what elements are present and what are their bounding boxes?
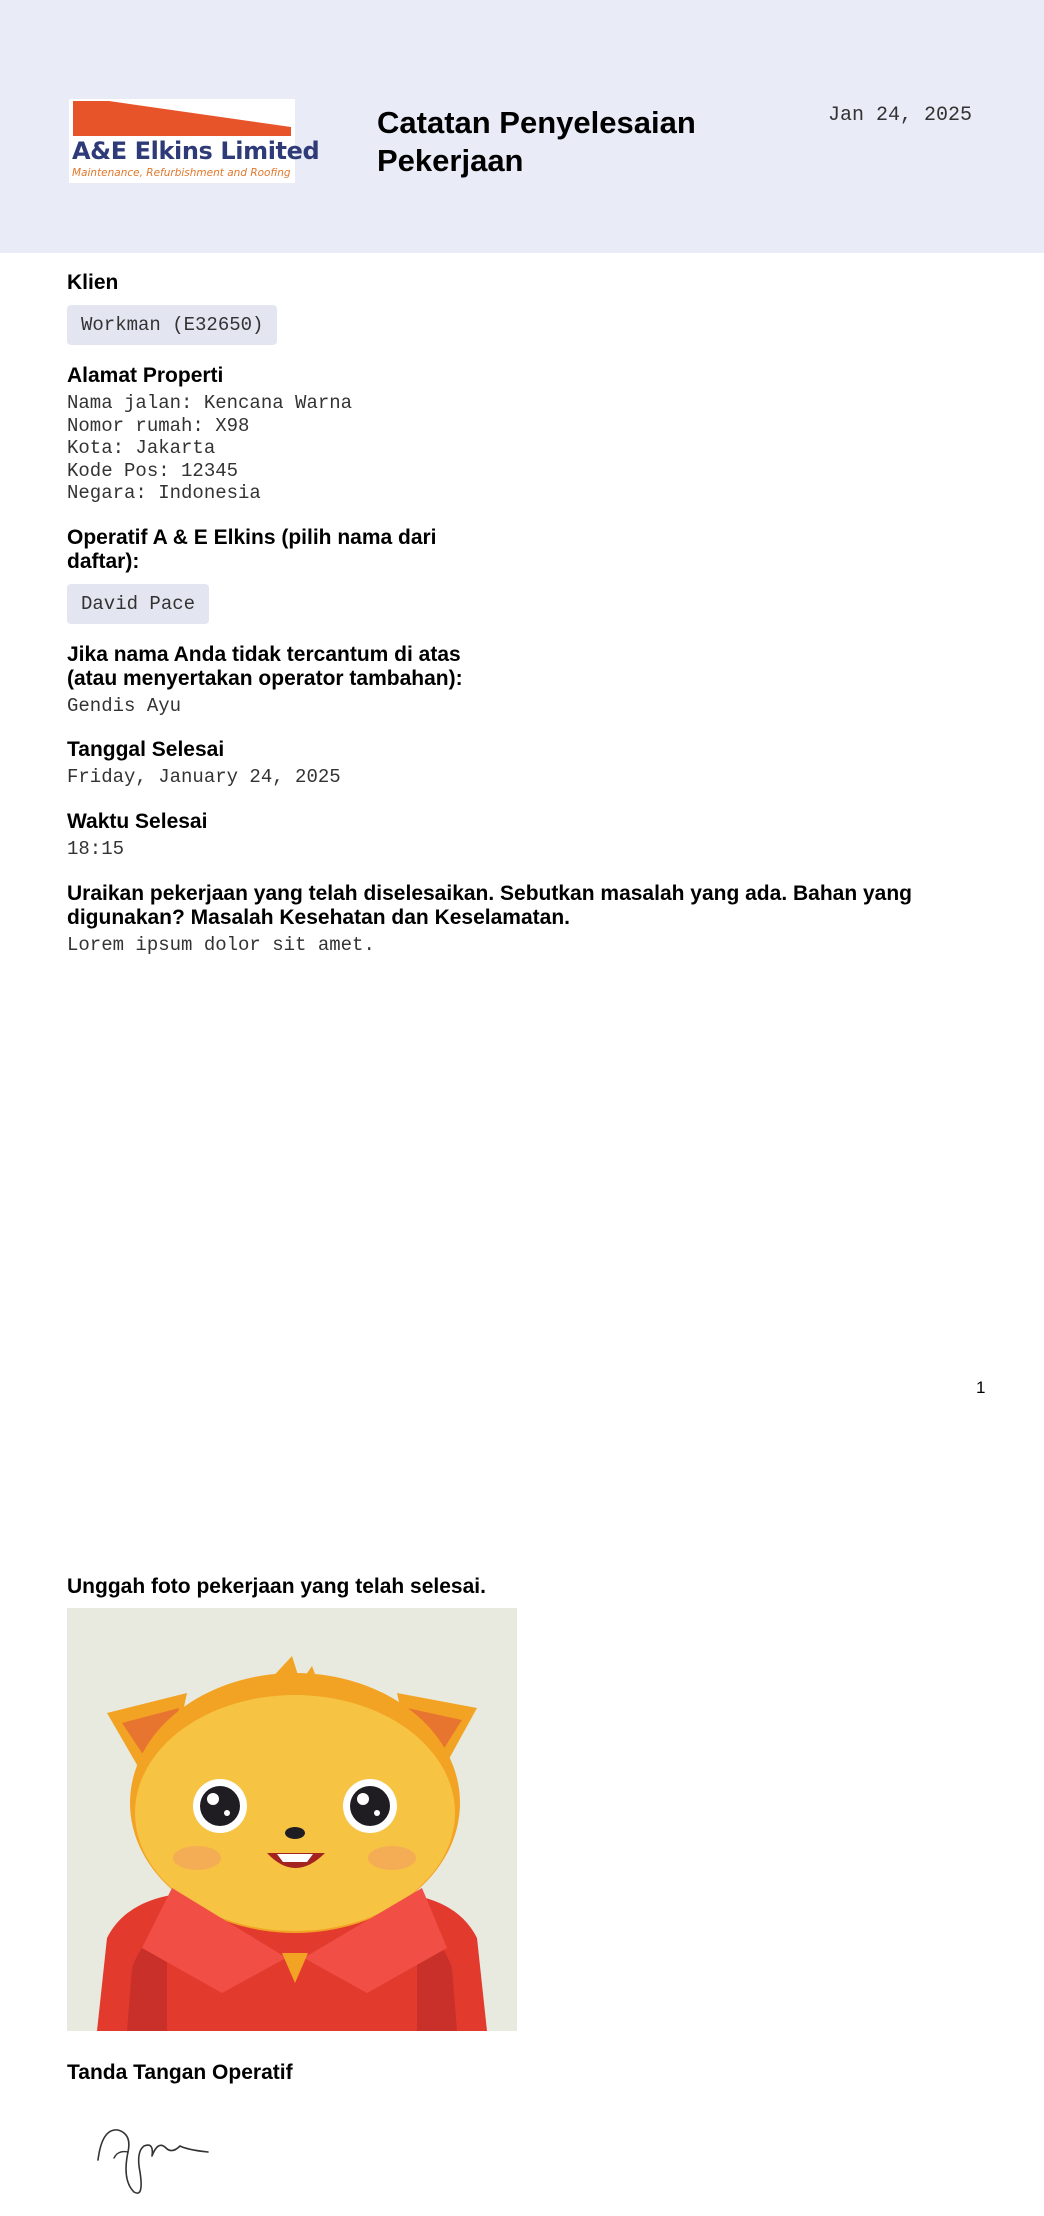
- description-label: Uraikan pekerjaan yang telah diselesaikan. Sebutkan masalah yang ada. Bahan yang digunakan? Masalah Kesehatan dan Keselamatan.: [67, 882, 913, 929]
- client-label: Klien: [67, 271, 119, 294]
- finish-time-section: [67, 810, 207, 861]
- page-title: Catatan Penyelesaian Pekerjaan: [377, 105, 696, 178]
- document-date: Jan 24, 2025: [828, 104, 973, 127]
- photo-label: Unggah foto pekerjaan yang telah selesai.: [67, 1575, 486, 1598]
- address-section: [67, 364, 352, 505]
- logo-company-name: A&E Elkins Limited: [72, 137, 320, 165]
- finish-time-value: 18:15: [67, 838, 125, 860]
- finish-date-section: [67, 738, 341, 789]
- finish-date-label: Tanggal Selesai: [67, 738, 225, 761]
- address-city: Kota: Jakarta: [67, 437, 216, 459]
- other-operator-value: Gendis Ayu: [67, 695, 182, 717]
- operative-section: [67, 526, 487, 624]
- other-operator-label: Jika nama Anda tidak tercantum di atas (atau menyertakan operator tambahan):: [67, 643, 463, 690]
- signature-scribble: [88, 2110, 228, 2200]
- company-logo: [69, 99, 320, 183]
- other-operator-section: [67, 643, 487, 718]
- completed-work-photo: [67, 1608, 517, 2031]
- operative-label: Operatif A & E Elkins (pilih nama dari daftar):: [67, 526, 437, 573]
- signature-section: [67, 2061, 293, 2085]
- cat-illustration: [67, 1608, 517, 2031]
- description-section: [67, 882, 967, 957]
- finish-date-value: Friday, January 24, 2025: [67, 766, 341, 788]
- signature-label: Tanda Tangan Operatif: [67, 2061, 293, 2084]
- address-label: Alamat Properti: [67, 364, 224, 387]
- finish-time-label: Waktu Selesai: [67, 810, 208, 833]
- address-street: Nama jalan: Kencana Warna: [67, 392, 353, 414]
- description-value: Lorem ipsum dolor sit amet.: [67, 934, 375, 956]
- photo-section: [67, 1575, 486, 1599]
- logo-tagline: Maintenance, Refurbishment and Roofing: [72, 167, 291, 179]
- client-value: Workman (E32650): [67, 305, 277, 345]
- address-country: Negara: Indonesia: [67, 482, 261, 504]
- page-number: 1: [976, 1378, 986, 1397]
- address-postcode: Kode Pos: 12345: [67, 459, 239, 482]
- operative-value: David Pace: [67, 584, 209, 624]
- address-lines: [67, 392, 352, 505]
- client-section: [67, 271, 277, 345]
- operative-signature: [88, 2110, 228, 2205]
- address-house-number: Nomor rumah: X98: [67, 414, 250, 437]
